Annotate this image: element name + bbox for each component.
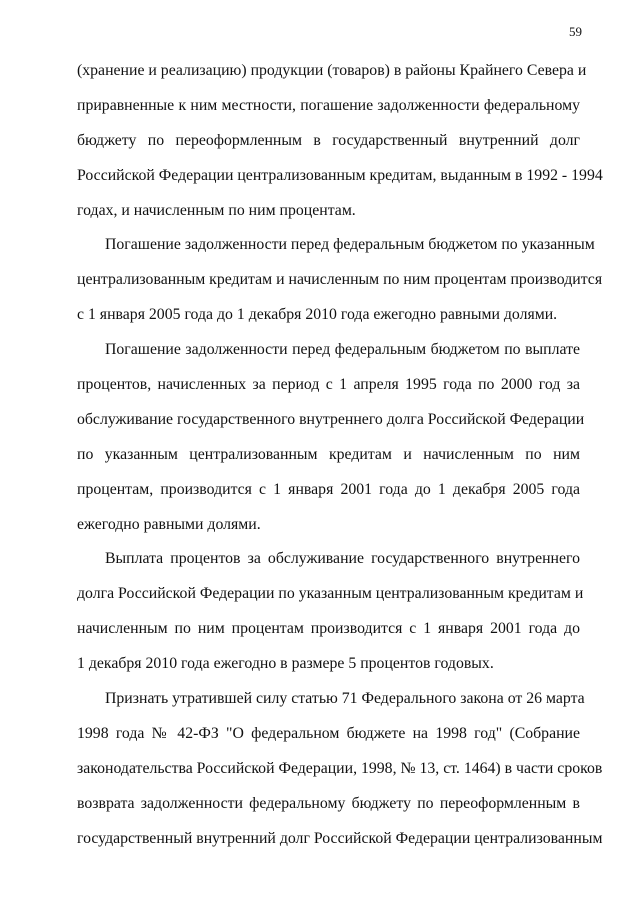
text-line: Погашение задолженности перед федеральным бюджетом по выплате bbox=[105, 341, 580, 359]
text-line: Выплата процентов за обслуживание государственного внутреннего bbox=[105, 550, 580, 568]
text-line: государственный внутренний долг Российской Федерации централизованным bbox=[77, 829, 603, 847]
paragraph-1 bbox=[77, 54, 603, 228]
text-line: по указанным централизованным кредитам и начисленным по ним bbox=[77, 445, 580, 463]
paragraph-3 bbox=[77, 333, 585, 542]
paragraph-4 bbox=[77, 542, 584, 682]
text-line: обслуживание государственного внутреннего долга Российской Федерации bbox=[77, 410, 585, 428]
text-line: начисленным по ним процентам производится с 1 января 2001 года до bbox=[77, 620, 580, 638]
text-line: законодательства Российской Федерации, 1998, № 13, ст. 1464) в части сроков bbox=[77, 759, 603, 777]
text-line: Погашение задолженности перед федеральным бюджетом по указанным bbox=[105, 236, 595, 254]
paragraph-5 bbox=[77, 682, 603, 856]
text-line: годах, и начисленным по ним процентам. bbox=[77, 201, 356, 219]
text-line: возврата задолженности федеральному бюджету по переоформленным в bbox=[77, 794, 580, 812]
text-line: бюджету по переоформленным в государственный внутренний долг bbox=[77, 131, 580, 149]
text-line: Российской Федерации централизованным кредитам, выданным в 1992 - 1994 bbox=[77, 166, 603, 184]
text-line: 1 декабря 2010 года ежегодно в размере 5 процентов годовых. bbox=[77, 655, 494, 673]
text-line: процентам, производится с 1 января 2001 года до 1 декабря 2005 года bbox=[77, 480, 580, 498]
text-line: с 1 января 2005 года до 1 декабря 2010 года ежегодно равными долями. bbox=[77, 306, 558, 324]
text-line: ежегодно равными долями. bbox=[77, 515, 261, 533]
text-line: (хранение и реализацию) продукции (товаров) в районы Крайнего Севера и bbox=[77, 62, 587, 79]
text-line: централизованным кредитам и начисленным по ним процентам производится bbox=[77, 271, 603, 289]
page-number: 59 bbox=[569, 24, 582, 39]
text-line: долга Российской Федерации по указанным централизованным кредитам и bbox=[77, 585, 584, 603]
text-line: приравненные к ним местности, погашение задолженности федеральному bbox=[77, 96, 580, 114]
document-body bbox=[77, 54, 603, 856]
text-line: процентов, начисленных за период с 1 апреля 1995 года по 2000 год за bbox=[77, 376, 580, 394]
text-line: 1998 года № 42-ФЗ "О федеральном бюджете на 1998 год" (Собрание bbox=[77, 724, 580, 742]
paragraph-2 bbox=[77, 228, 603, 333]
text-line: Признать утратившей силу статью 71 Федерального закона от 26 марта bbox=[105, 690, 585, 708]
